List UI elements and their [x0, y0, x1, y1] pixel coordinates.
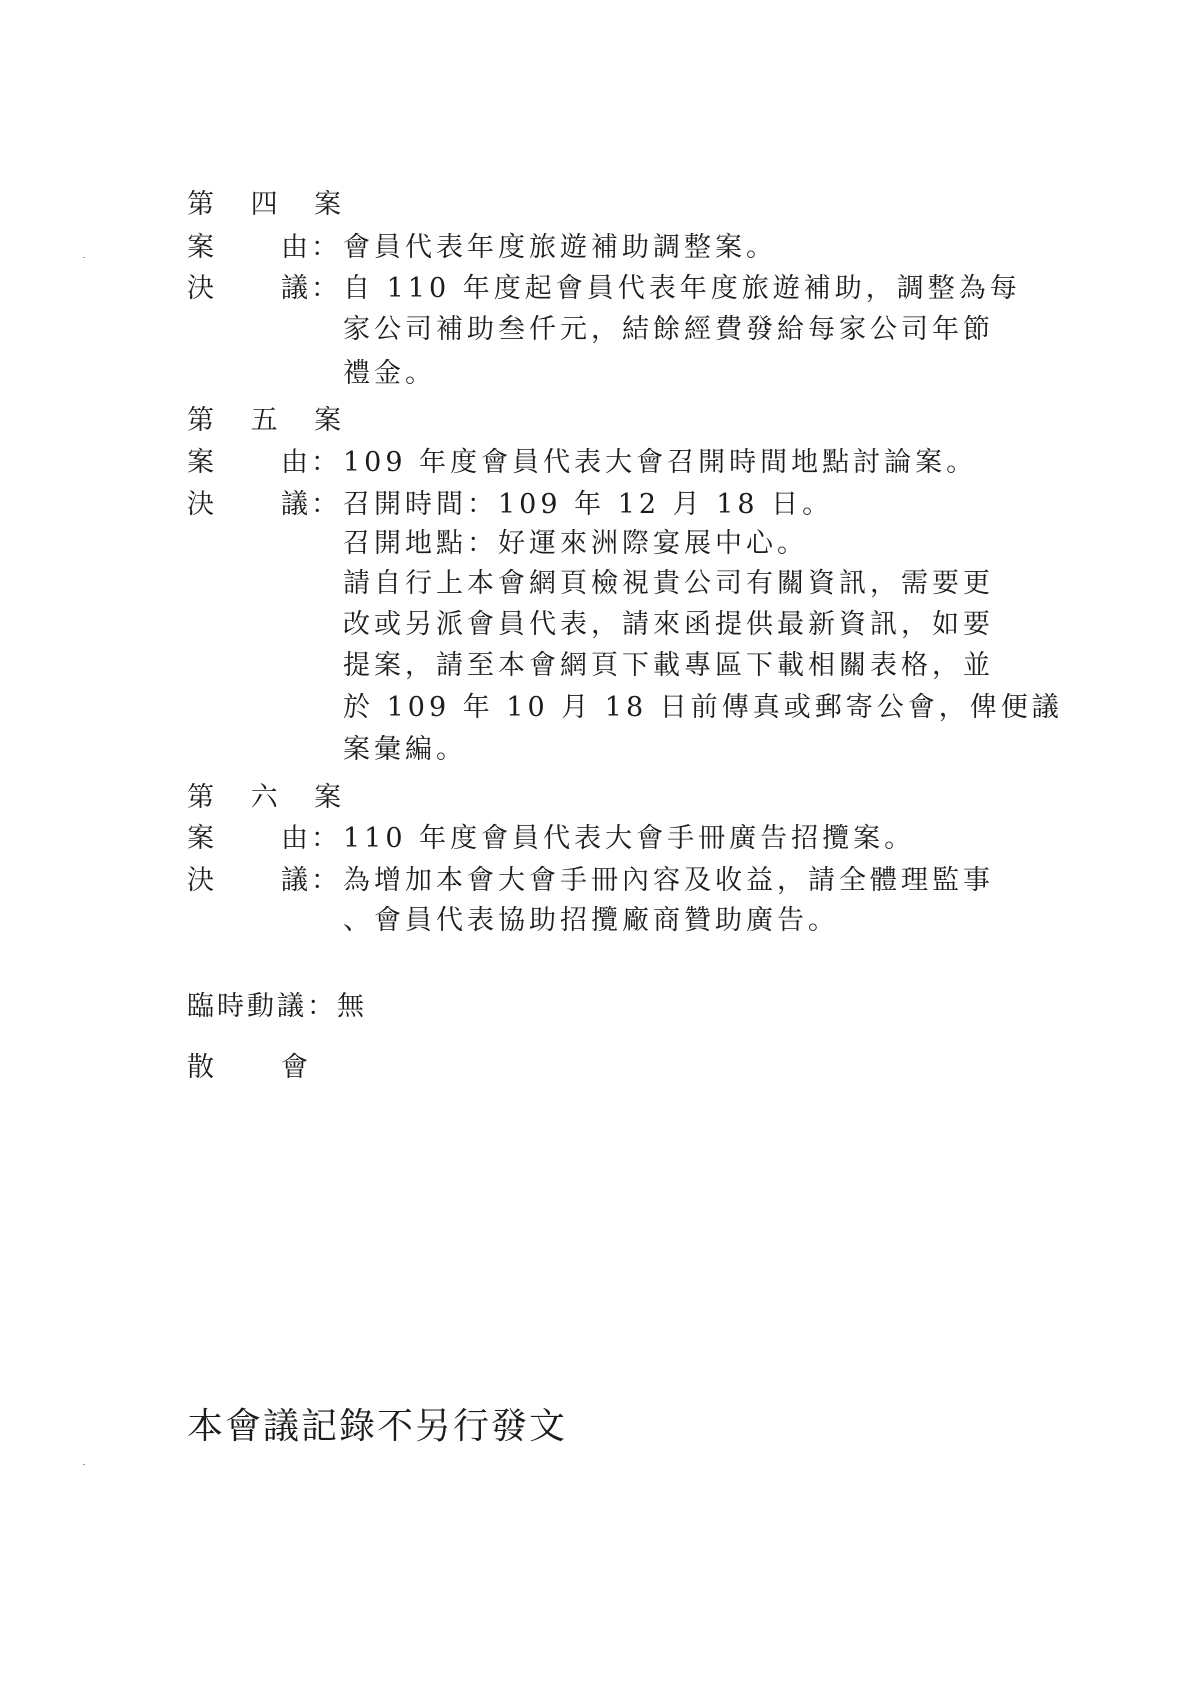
case-6-resolution-row — [0, 864, 1200, 898]
case-5-resolution-continuation — [0, 608, 1200, 642]
case-5-resolution-line: 召開地點：好運來洲際宴展中心。 — [343, 528, 808, 559]
case-5-title: 第 五 案 — [187, 405, 356, 436]
case-5-resolution-continuation — [0, 733, 1200, 767]
reason-label-char1: 案 — [187, 232, 214, 263]
reason-label-char2: 由 — [281, 823, 308, 854]
adjourn-char2: 會 — [281, 1052, 308, 1083]
adjourn-char1: 散 — [187, 1052, 214, 1083]
extempore-value: 無 — [337, 991, 367, 1022]
adjourn-row — [0, 1051, 1200, 1085]
reason-colon: ： — [311, 232, 338, 263]
case-6-resolution-line: 為增加本會大會手冊內容及收益，請全體理監事 — [343, 865, 994, 896]
case-4-resolution-line: 家公司補助叁仟元，結餘經費發給每家公司年節 — [343, 314, 994, 345]
scan-speck — [83, 1464, 85, 1465]
case-5-resolution-line: 召開時間：109 年 12 月 18 日。 — [343, 489, 834, 520]
case-5-resolution-line: 於 109 年 10 月 18 日前傳真或郵寄公會，俾便議 — [343, 692, 1063, 723]
reason-label-char1: 案 — [187, 823, 214, 854]
case-6-reason-text: 110 年度會員代表大會手冊廣告招攬案。 — [343, 823, 916, 854]
reason-label-char1: 案 — [187, 447, 214, 478]
case-5-resolution-line: 請自行上本會網頁檢視貴公司有關資訊，需要更 — [343, 568, 994, 599]
resolution-label-char1: 決 — [187, 273, 214, 304]
reason-colon: ： — [311, 447, 338, 478]
case-4-resolution-line: 禮金。 — [343, 358, 436, 389]
resolution-label-char2: 議 — [281, 865, 308, 896]
case-5-resolution-line: 案彙編。 — [343, 734, 467, 765]
case-5-reason-row — [0, 446, 1200, 480]
resolution-label-char2: 議 — [281, 273, 308, 304]
case-6-resolution-continuation — [0, 904, 1200, 938]
case-4-resolution-line: 自 110 年度起會員代表年度旅遊補助，調整為每 — [343, 273, 1021, 304]
extempore-label: 臨時動議 — [187, 991, 307, 1022]
case-5-resolution-continuation — [0, 691, 1200, 725]
case-6-reason-row — [0, 822, 1200, 856]
case-4-title: 第 四 案 — [187, 189, 356, 220]
case-5-resolution-row — [0, 488, 1200, 522]
case-5-reason-text: 109 年度會員代表大會召開時間地點討論案。 — [343, 447, 978, 478]
resolution-label-char1: 決 — [187, 865, 214, 896]
extempore-colon: ： — [307, 991, 337, 1022]
resolution-colon: ： — [311, 273, 338, 304]
case-4-resolution-continuation — [0, 357, 1200, 391]
reason-label-char2: 由 — [281, 447, 308, 478]
case-6-title: 第 六 案 — [187, 782, 356, 813]
reason-label-char2: 由 — [281, 232, 308, 263]
resolution-label-char2: 議 — [281, 489, 308, 520]
extempore-row — [187, 990, 367, 1024]
case-6-resolution-line: 、會員代表協助招攬廠商贊助廣告。 — [343, 905, 839, 936]
case-4-resolution-row — [0, 272, 1200, 306]
footer-note: 本會議記錄不另行發文 — [187, 1406, 568, 1447]
case-5-resolution-line: 改或另派會員代表，請來函提供最新資訊，如要 — [343, 609, 994, 640]
resolution-colon: ： — [311, 865, 338, 896]
case-4-reason-text: 會員代表年度旅遊補助調整案。 — [343, 232, 777, 263]
case-4-resolution-continuation — [0, 313, 1200, 347]
case-5-resolution-line: 提案，請至本會網頁下載專區下載相關表格，並 — [343, 650, 994, 681]
reason-colon: ： — [311, 823, 338, 854]
case-5-resolution-continuation — [0, 567, 1200, 601]
scan-speck — [83, 257, 85, 258]
case-5-resolution-continuation — [0, 649, 1200, 683]
case-4-reason-row — [0, 231, 1200, 265]
resolution-label-char1: 決 — [187, 489, 214, 520]
case-5-resolution-continuation — [0, 527, 1200, 561]
resolution-colon: ： — [311, 489, 338, 520]
